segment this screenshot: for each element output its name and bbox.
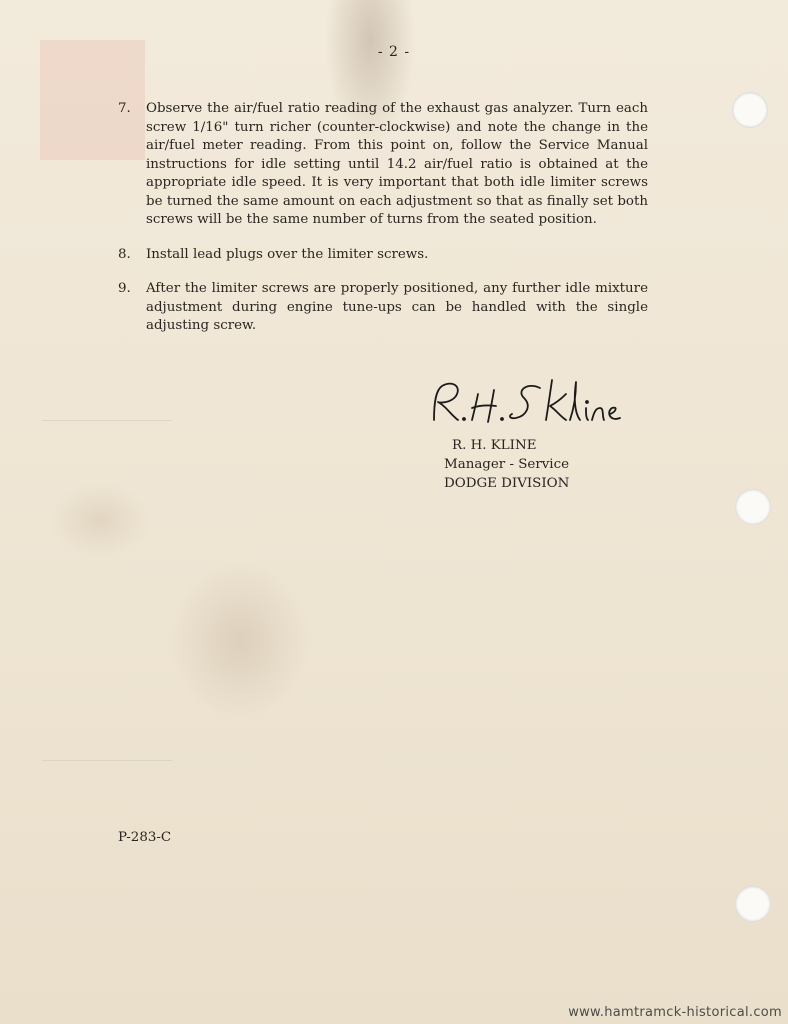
list-item — [118, 100, 648, 230]
bleed-through-line — [42, 760, 172, 761]
item-number: 9. — [118, 281, 131, 296]
bleed-through-line — [42, 420, 172, 421]
instruction-list — [118, 100, 648, 352]
list-item — [118, 246, 648, 265]
item-text: Install lead plugs over the limiter screws. — [146, 246, 429, 262]
punch-hole — [735, 489, 771, 525]
page-number: - 2 - — [377, 44, 411, 60]
signer-division: DODGE DIVISION — [444, 476, 570, 491]
signer-name: R. H. KLINE — [452, 438, 537, 453]
handwritten-signature — [420, 372, 630, 432]
item-number: 8. — [118, 246, 131, 262]
punch-hole — [732, 92, 768, 128]
signer-title: Manager - Service — [444, 457, 570, 472]
item-text: After the limiter screws are properly positioned, any further idle mixture adjustment during engine tune-ups can be handled with the single adjusting screw. — [146, 281, 648, 333]
item-text: Observe the air/fuel ratio reading of the exhaust gas analyzer. Turn each screw 1/16" turn richer (counter-clockwise) and note the change in the air/fuel meter reading. From this point on, follow the Service Manual instructions for idle setting until 14.2 air/fuel ratio is obtained at the appropriate idle speed. It is very important that both idle limiter screws be turned the same amount on each adjustment so that as finally set both screws will be the same number of turns from the seated position. — [146, 101, 648, 227]
list-item — [118, 280, 648, 336]
bulletin-code: P-283-C — [118, 830, 172, 845]
signature-icon — [420, 372, 630, 432]
punch-hole — [735, 886, 771, 922]
site-watermark: www.hamtramck-historical.com — [568, 1005, 782, 1020]
signer-block — [444, 436, 569, 493]
item-number: 7. — [118, 101, 131, 116]
